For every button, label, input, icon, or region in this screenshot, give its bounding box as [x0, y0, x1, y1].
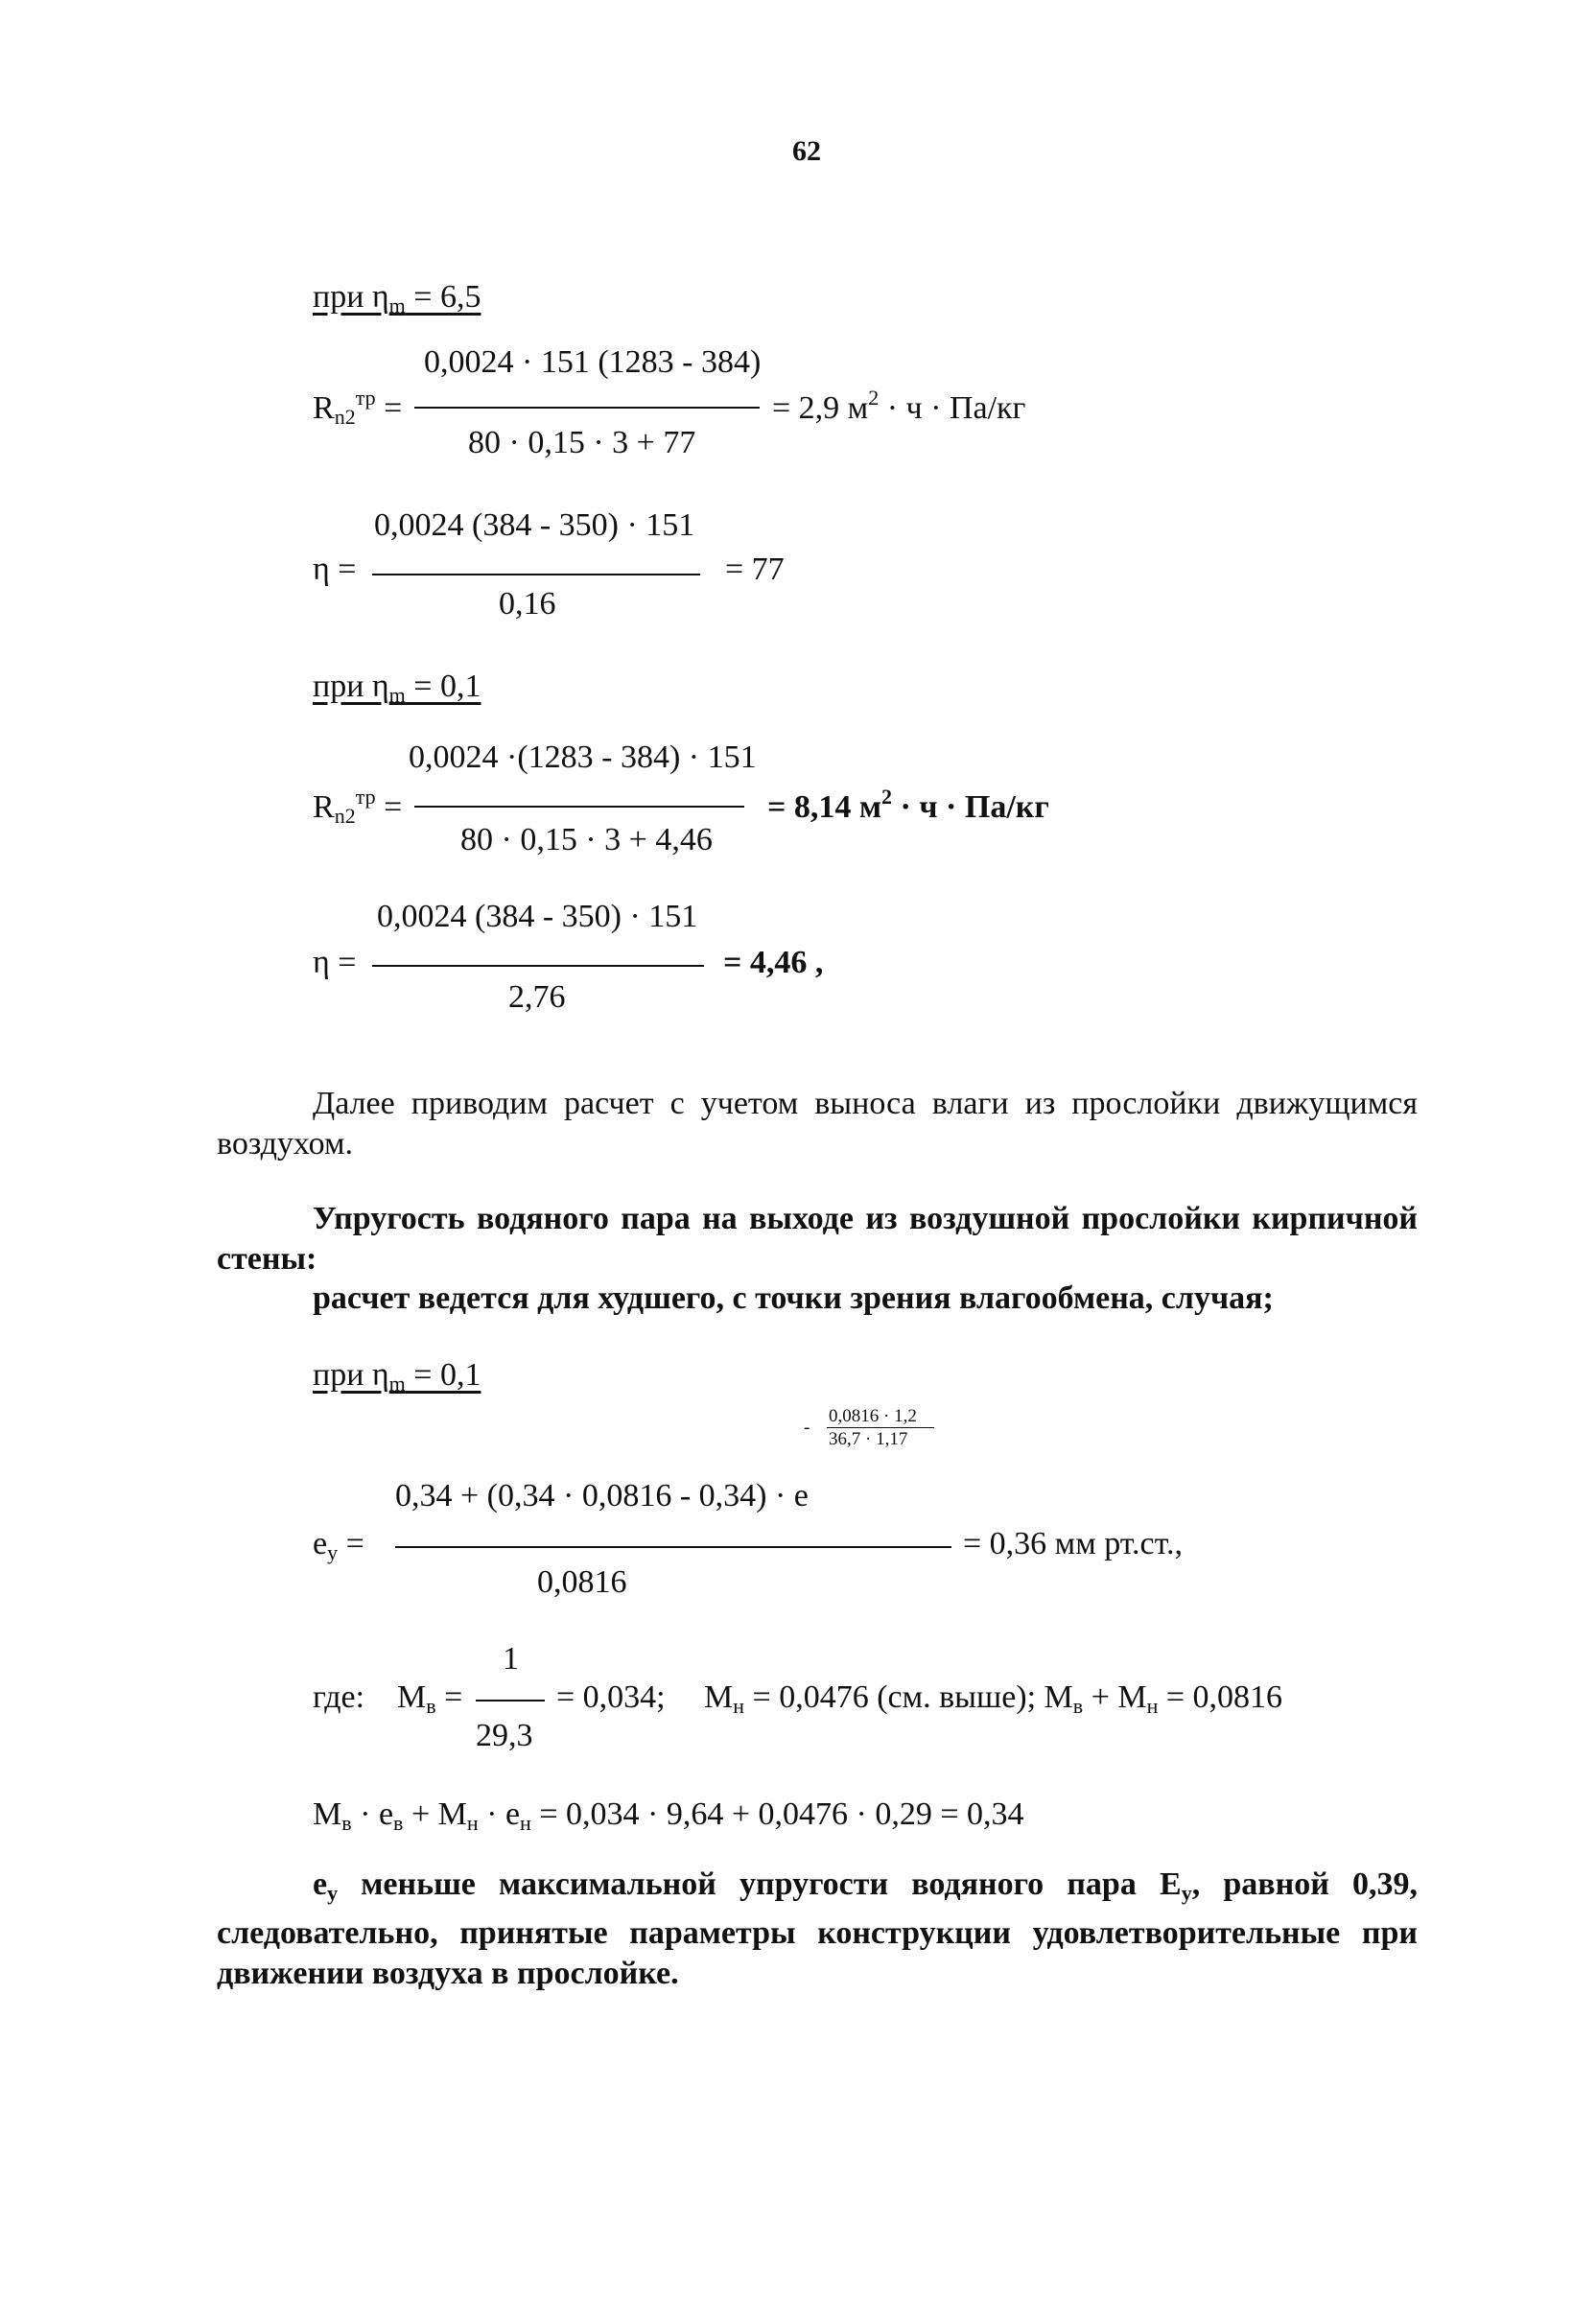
case2-r-result: = 8,14 $м^2 \cdot ч \cdot Па/кг$ — [767, 785, 1049, 825]
case2-eta-fraction-bar — [372, 965, 704, 967]
case2-r-fraction-bar — [414, 806, 744, 808]
mb-result: = 0,034; — [556, 1679, 666, 1715]
mb-fraction-bar — [476, 1700, 545, 1702]
case1-r-result: = 2,9 $м^2 \cdot ч \cdot Па/кг$ — [772, 386, 1026, 426]
case1-heading: при $\eta_m = 6,5$ — [313, 279, 481, 317]
case1-eta-numerator: 0,0024 (384 - 350) · 151 — [374, 507, 695, 543]
exponent-fraction-bar — [827, 1427, 934, 1428]
case2-r-lhs: $R_{n2}^{тр}$ = — [313, 785, 403, 828]
case1-r-denominator: 80 · 0,15 · 3 + 77 — [468, 425, 696, 460]
case3-heading: при $\eta_m = 0,1$ — [313, 1357, 481, 1396]
case1-eta-lhs: η = — [313, 552, 357, 587]
case1-r-numerator: 0,0024 · 151 (1283 - 384) — [424, 344, 762, 380]
paragraph-vapor-pressure: Упругость водяного пара на выходе из воздушной прослойки кирпичной стены: — [217, 1201, 1418, 1277]
ey-result: = 0,36 мм рт.ст., — [963, 1526, 1183, 1561]
case2-r-numerator: 0,0024 ·(1283 - 384) · 151 — [409, 739, 757, 775]
ey-numerator: 0,34 + (0,34 · 0,0816 - 0,34) · e — [395, 1478, 809, 1514]
exponent-minus: - — [804, 1418, 810, 1438]
case2-eta-numerator: 0,0024 (384 - 350) · 151 — [377, 899, 698, 934]
paragraph-conclusion: $e_y$ меньше максимальной упругости водяного пара $E_y$, равной 0,39, следовательно, принятые параметры конструкции удовлетворительные при движении воздуха в прослойке. — [217, 1866, 1419, 1991]
case1-eta-denominator: 0,16 — [499, 586, 556, 622]
where-rest: $M_н = 0,0476$ (см. выше); $M_в + M_н = 0,0816$ — [704, 1679, 1283, 1718]
case2-eta-result: = 4,46 , — [723, 945, 824, 980]
page-number: 62 — [792, 135, 821, 167]
case1-r-lhs: $R_{n2}^{тр}$ = — [313, 386, 403, 429]
exponent-numerator: 0,0816 · 1,2 — [829, 1406, 917, 1426]
ey-lhs: $e_y$ = — [313, 1526, 364, 1564]
sum-line: $M_в \cdot e_в + M_н \cdot e_н = 0,034 \cdot 9,64 + 0,0476 \cdot 0,29 = 0,34$ — [313, 1796, 1024, 1835]
case2-r-denominator: 80 · 0,15 · 3 + 4,46 — [460, 822, 713, 857]
where-label: где: — [313, 1679, 365, 1715]
mb-numerator: 1 — [503, 1641, 519, 1677]
ey-denominator: 0,0816 — [537, 1564, 627, 1600]
paragraph-air-movement: Далее приводим расчет с учетом выноса влаги из прослойки движущимся воздухом. — [217, 1086, 1418, 1162]
case2-eta-lhs: η = — [313, 945, 357, 980]
ey-fraction-bar — [395, 1546, 951, 1548]
case2-eta-denominator: 2,76 — [508, 979, 566, 1015]
mb-denominator: 29,3 — [476, 1718, 533, 1753]
paragraph-worst-case: расчет ведется для худшего, с точки зрения влагообмена, случая; — [313, 1280, 1274, 1316]
case1-r-fraction-bar — [414, 407, 760, 409]
case1-eta-fraction-bar — [372, 574, 700, 575]
case1-eta-result: = 77 — [725, 552, 785, 587]
mb-lhs: $M_в$ = — [397, 1679, 463, 1718]
exponent-denominator: 36,7 · 1,17 — [829, 1429, 908, 1449]
case2-heading: при $\eta_m = 0,1$ — [313, 669, 481, 707]
